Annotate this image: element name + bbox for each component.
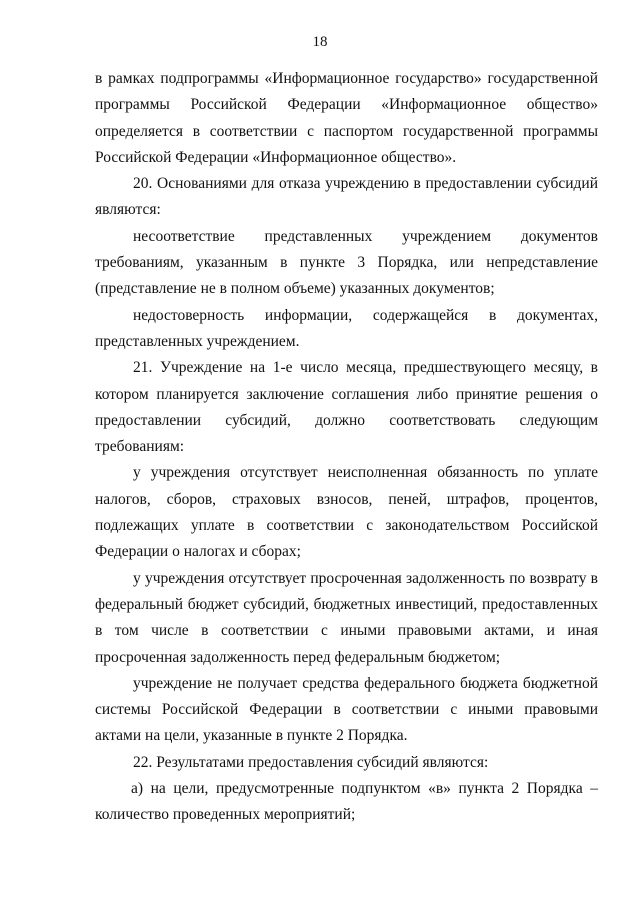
paragraph-item-21: 21. Учреждение на 1-е число месяца, предшествующего месяцу, в котором планируется заключение соглашения либо принятие решения о предоставлении субсидий, должно соответствовать следующим требованиям:	[95, 359, 598, 456]
paragraph-requirement-1: у учреждения отсутствует неисполненная обязанность по уплате налогов, сборов, страховых взносов, пеней, штрафов, процентов, подлежащих уплате в соответствии с законодательством Российской Федерации о налогах и сборах;	[95, 464, 598, 561]
paragraph-item-20: 20. Основаниями для отказа учреждению в предоставлении субсидий являются:	[95, 175, 598, 219]
paragraph-refusal-ground-2: недостоверность информации, содержащейся в документах, представленных учреждением.	[95, 306, 598, 350]
paragraph-item-22-a: а) на цели, предусмотренные подпунктом «в» пункта 2 Порядка – количество проведенных мероприятий;	[95, 780, 598, 824]
paragraph-refusal-ground-1: несоответствие представленных учреждением документов требованиям, указанным в пункте 3 Порядка, или непредставление (представление не в полном объеме) указанных документов;	[95, 227, 598, 298]
paragraph-requirement-3: учреждение не получает средства федерального бюджета бюджетной системы Российской Федерации в соответствии с иными правовыми актами на цели, указанные в пункте 2 Порядка.	[95, 674, 598, 745]
document-body	[95, 66, 598, 829]
paragraph-requirement-2: у учреждения отсутствует просроченная задолженность по возврату в федеральный бюджет субсидий, бюджетных инвестиций, предоставленных в том числе в соответствии с иными правовыми актами, и иная просроченная задолженность перед федеральным бюджетом;	[95, 569, 598, 666]
paragraph-item-22: 22. Результатами предоставления субсидий являются:	[133, 753, 489, 771]
page-number: 18	[312, 34, 328, 50]
paragraph-continuation: в рамках подпрограммы «Информационное государство» государственной программы Российской Федерации «Информационное общество» определяется в соответствии с паспортом государственной программы Российской Федерации «Информационное общество».	[95, 70, 598, 166]
